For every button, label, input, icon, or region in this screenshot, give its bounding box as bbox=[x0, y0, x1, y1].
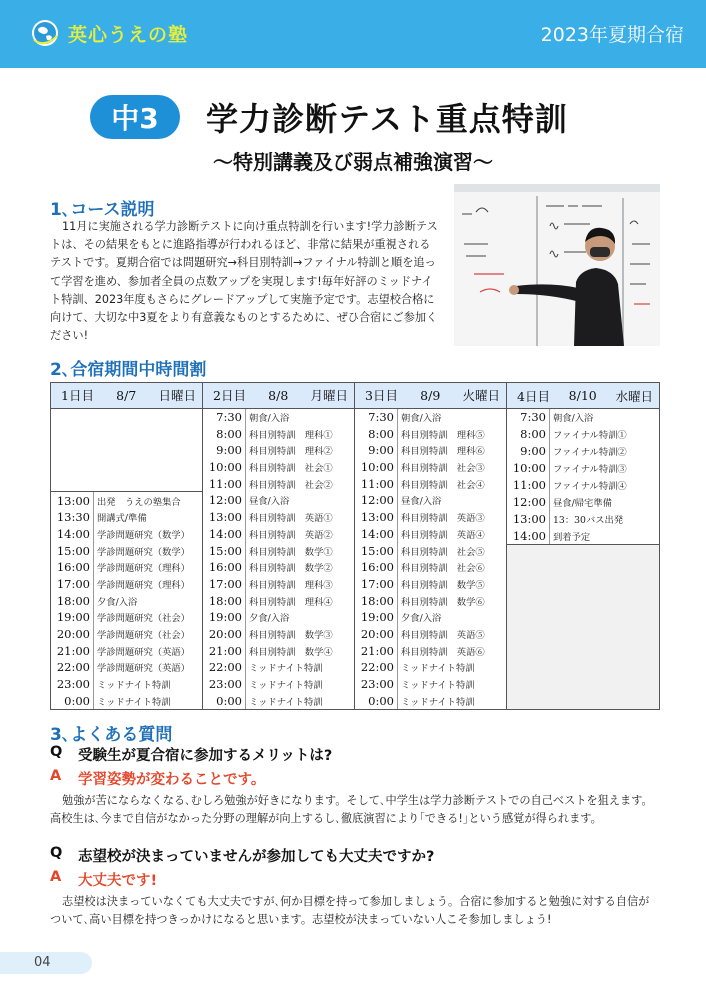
day-label: 3日目 bbox=[365, 388, 398, 404]
schedule-row bbox=[203, 592, 354, 609]
schedule-activity: 13：30バス出発 bbox=[549, 510, 623, 527]
schedule-row bbox=[507, 443, 659, 460]
schedule-activity: 科目別特訓 数学② bbox=[245, 559, 333, 576]
schedule-activity: 学診問題研究（数学） bbox=[93, 542, 190, 559]
schedule-time: 19:00 bbox=[56, 610, 90, 625]
faq-question bbox=[50, 845, 660, 866]
schedule-row bbox=[355, 492, 506, 509]
schedule-activity: 科目別特訓 英語② bbox=[245, 526, 333, 543]
schedule-activity: 学診問題研究（理科） bbox=[93, 559, 190, 576]
schedule-activity: ミッドナイト特訓 bbox=[245, 692, 323, 709]
schedule-time: 23:00 bbox=[208, 677, 242, 692]
day-column bbox=[355, 383, 507, 709]
day-weekday: 火曜日 bbox=[462, 388, 500, 404]
schedule-time: 22:00 bbox=[360, 660, 394, 675]
schedule-time: 14:00 bbox=[512, 528, 546, 543]
schedule-row bbox=[203, 692, 354, 709]
day-label: 2日目 bbox=[213, 388, 246, 404]
schedule-activity: 夕食/入浴 bbox=[245, 609, 289, 626]
day-label: 4日目 bbox=[517, 388, 550, 404]
schedule-row bbox=[203, 609, 354, 626]
logo-text: 英心うえの塾 bbox=[68, 23, 189, 46]
schedule-time: 19:00 bbox=[360, 610, 394, 625]
schedule-row bbox=[203, 425, 354, 442]
schedule-activity: 朝食/入浴 bbox=[397, 409, 441, 426]
question-text: 志望校が決まっていませんが参加しても大丈夫ですか? bbox=[78, 849, 435, 865]
schedule-time: 22:00 bbox=[208, 660, 242, 675]
day-header bbox=[51, 383, 202, 409]
schedule-time: 13:00 bbox=[208, 510, 242, 525]
schedule-time: 0:00 bbox=[368, 693, 394, 708]
schedule-activity: 朝食/入浴 bbox=[245, 409, 289, 426]
day-column bbox=[507, 383, 659, 709]
schedule-activity: ミッドナイト特訓 bbox=[245, 659, 323, 676]
schedule-row bbox=[355, 676, 506, 693]
schedule-time: 20:00 bbox=[56, 627, 90, 641]
schedule-activity: ファイナル特訓② bbox=[549, 443, 627, 460]
schedule-activity: 昼食/入浴 bbox=[245, 492, 289, 509]
schedule-time: 13:00 bbox=[360, 510, 394, 525]
schedule-time: 15:00 bbox=[208, 543, 242, 558]
day-column bbox=[51, 383, 203, 709]
schedule-time: 14:00 bbox=[56, 526, 90, 541]
schedule-activity: 科目別特訓 数学③ bbox=[245, 626, 333, 643]
schedule-row bbox=[51, 676, 202, 693]
schedule-row bbox=[203, 626, 354, 643]
day-weekday: 日曜日 bbox=[158, 388, 196, 404]
day-label: 1日目 bbox=[61, 388, 94, 404]
schedule-activity: ミッドナイト特訓 bbox=[93, 676, 171, 693]
answer-body: 勉強が苦にならなくなる､むしろ勉強が好きになります。そして､中学生は学力診断テストでの自己ベストを狙えます。高校生は､今まで自信がなかった分野の理解が向上するし､徹底演習により｢できる!｣という感覚が得られます。 bbox=[50, 794, 653, 826]
empty-afternoon-slot bbox=[507, 544, 659, 709]
schedule-row bbox=[51, 626, 202, 643]
schedule-time: 9:00 bbox=[368, 443, 394, 458]
schedule-time: 12:00 bbox=[360, 493, 394, 508]
schedule-row bbox=[355, 475, 506, 492]
schedule-activity: 科目別特訓 社会② bbox=[245, 475, 333, 492]
schedule-row bbox=[203, 442, 354, 459]
schedule-time: 21:00 bbox=[360, 643, 394, 658]
schedule-activity: 出発 うえの塾集合 bbox=[93, 492, 181, 509]
schedule-row bbox=[355, 526, 506, 543]
schedule-activity: 科目別特訓 理科⑥ bbox=[397, 442, 485, 459]
day-column bbox=[203, 383, 355, 709]
schedule-row bbox=[51, 592, 202, 609]
schedule-activity: 科目別特訓 社会⑤ bbox=[397, 542, 485, 559]
faq-question bbox=[50, 744, 660, 765]
question-mark: Q bbox=[50, 845, 63, 861]
schedule-activity: ミッドナイト特訓 bbox=[245, 676, 323, 693]
schedule-activity: 科目別特訓 英語③ bbox=[397, 509, 485, 526]
schedule-row bbox=[203, 459, 354, 476]
schedule-time: 20:00 bbox=[208, 626, 242, 641]
schedule-row bbox=[507, 493, 659, 510]
classroom-photo-illustration bbox=[454, 184, 660, 346]
schedule-row bbox=[355, 425, 506, 442]
schedule-row bbox=[51, 642, 202, 659]
day-date: 8/10 bbox=[568, 388, 597, 403]
schedule-time: 9:00 bbox=[216, 443, 242, 458]
schedule-activity: 科目別特訓 社会③ bbox=[397, 459, 485, 476]
schedule-row bbox=[355, 559, 506, 576]
schedule-activity: 朝食/入浴 bbox=[549, 409, 593, 426]
schedule-activity: 科目別特訓 数学⑥ bbox=[397, 592, 485, 609]
course-description: 11月に実施される学力診断テストに向け重点特訓を行います!学力診断テストは、その結果をもとに進路指導が行われるほど、非常に結果が重視されるテストです。夏期合宿では問題研究→科目別特訓→ファイナル特訓と順を追って学習を進め、参加者全員の点数アップを実現します!毎年好評のミッドナイト特訓、2023年度もさらにグレードアップして実施予定です。志望校合格に向けて、大切な中3夏をより有意義なものとするために、ぜひ合宿にご参加ください! bbox=[50, 220, 438, 343]
schedule-row bbox=[51, 692, 202, 709]
schedule-activity: 科目別特訓 理科① bbox=[245, 425, 333, 442]
schedule-activity: 科目別特訓 数学④ bbox=[245, 642, 333, 659]
schedule-time: 21:00 bbox=[208, 643, 242, 658]
schedule-row bbox=[355, 626, 506, 643]
schedule-time: 8:00 bbox=[368, 426, 394, 441]
page-title: 学力診断テスト重点特訓 bbox=[206, 100, 568, 138]
schedule-row bbox=[51, 659, 202, 676]
schedule-activity: 科目別特訓 社会① bbox=[245, 459, 333, 476]
schedule-row bbox=[355, 459, 506, 476]
schedule-row bbox=[51, 509, 202, 526]
answer-mark: A bbox=[50, 768, 62, 784]
schedule-time: 11:00 bbox=[512, 478, 546, 492]
schedule-time: 13:00 bbox=[56, 493, 90, 508]
day-header bbox=[507, 383, 659, 409]
schedule-activity: 科目別特訓 英語⑤ bbox=[397, 626, 485, 643]
schedule-activity: ファイナル特訓① bbox=[549, 426, 627, 443]
schedule-row bbox=[203, 526, 354, 543]
classroom-photo bbox=[454, 184, 660, 346]
faq-answer bbox=[50, 768, 660, 789]
schedule-row bbox=[203, 559, 354, 576]
schedule-row bbox=[355, 542, 506, 559]
schedule-time: 10:00 bbox=[360, 460, 394, 475]
schedule-row bbox=[507, 477, 659, 494]
schedule-time: 0:00 bbox=[216, 693, 242, 708]
schedule-time: 10:00 bbox=[512, 461, 546, 476]
schedule-activity: 科目別特訓 理科③ bbox=[245, 576, 333, 593]
timetable bbox=[50, 382, 660, 710]
schedule-time: 16:00 bbox=[208, 560, 242, 575]
schedule-time: 20:00 bbox=[360, 626, 394, 641]
schedule-row bbox=[203, 576, 354, 593]
schedule-row bbox=[507, 460, 659, 477]
day-header bbox=[203, 383, 354, 409]
answer-mark: A bbox=[50, 869, 62, 885]
schedule-time: 13:00 bbox=[512, 511, 546, 526]
schedule-row bbox=[355, 576, 506, 593]
schedule-activity: 科目別特訓 数学① bbox=[245, 542, 333, 559]
schedule-activity: 昼食/帰宅準備 bbox=[549, 493, 612, 510]
question-text: 受験生が夏合宿に参加するメリットは? bbox=[78, 748, 333, 764]
schedule-activity: ミッドナイト特訓 bbox=[93, 692, 171, 709]
schedule-time: 18:00 bbox=[360, 593, 394, 608]
schedule-time: 8:00 bbox=[520, 427, 546, 442]
schedule-activity: ミッドナイト特訓 bbox=[397, 659, 475, 676]
question-mark: Q bbox=[50, 744, 63, 760]
schedule-time: 8:00 bbox=[216, 426, 242, 441]
schedule-row bbox=[355, 509, 506, 526]
schedule-row bbox=[507, 426, 659, 443]
schedule-row bbox=[355, 659, 506, 676]
logo bbox=[30, 16, 188, 50]
schedule-row bbox=[355, 442, 506, 459]
schedule-activity: ミッドナイト特訓 bbox=[397, 692, 475, 709]
schedule-time: 17:00 bbox=[360, 576, 394, 591]
schedule-time: 18:00 bbox=[208, 593, 242, 608]
day-date: 8/8 bbox=[268, 387, 289, 403]
schedule-time: 16:00 bbox=[360, 560, 394, 575]
schedule-activity: 夕食/入浴 bbox=[397, 609, 441, 626]
schedule-row bbox=[51, 559, 202, 576]
schedule-time: 9:00 bbox=[520, 444, 546, 459]
schedule-time: 17:00 bbox=[56, 576, 90, 591]
schedule-activity: ファイナル特訓④ bbox=[549, 477, 627, 494]
answer-text: 大丈夫です! bbox=[78, 873, 158, 889]
schedule-time: 13:30 bbox=[56, 510, 90, 525]
answer-body: 志望校は決まっていなくても大丈夫ですが､何か目標を持って参加しましょう。合宿に参加すると勉強に対する自信がついて､高い目標を持つきっかけになると思います。志望校が決まっていない人こそ参加しましょう! bbox=[50, 895, 650, 927]
schedule-time: 21:00 bbox=[56, 643, 90, 658]
section-heading-timetable: 2､合宿期間中時間割 bbox=[50, 360, 207, 380]
schedule-time: 7:30 bbox=[368, 410, 394, 425]
schedule-row bbox=[203, 409, 354, 426]
schedule-time: 15:00 bbox=[360, 543, 394, 558]
schedule-time: 14:00 bbox=[360, 526, 394, 541]
section-heading-course: 1､コース説明 bbox=[50, 200, 155, 220]
schedule-row bbox=[51, 542, 202, 559]
schedule-time: 16:00 bbox=[56, 560, 90, 575]
schedule-row bbox=[51, 492, 202, 509]
schedule-time: 14:00 bbox=[208, 526, 242, 541]
schedule-time: 19:00 bbox=[208, 610, 242, 625]
day-date: 8/9 bbox=[420, 387, 441, 403]
header-bar bbox=[0, 0, 706, 68]
schedule-time: 15:00 bbox=[56, 543, 90, 558]
schedule-row bbox=[355, 609, 506, 626]
schedule-row bbox=[203, 475, 354, 492]
schedule-row bbox=[203, 659, 354, 676]
schedule-activity: 科目別特訓 理科② bbox=[245, 442, 333, 459]
schedule-activity: 学診問題研究（社会） bbox=[93, 609, 190, 626]
day-weekday: 水曜日 bbox=[615, 388, 653, 404]
schedule-row bbox=[507, 409, 659, 426]
page-number: 04 bbox=[0, 952, 92, 974]
schedule-activity: 学診問題研究（数学） bbox=[93, 526, 190, 543]
faq-item bbox=[50, 744, 660, 828]
schedule-time: 17:00 bbox=[208, 576, 242, 591]
schedule-activity: 科目別特訓 理科⑤ bbox=[397, 425, 485, 442]
schedule-row bbox=[51, 526, 202, 543]
schedule-time: 11:00 bbox=[208, 476, 242, 491]
schedule-row bbox=[507, 510, 659, 527]
schedule-activity: 科目別特訓 数学⑤ bbox=[397, 576, 485, 593]
section-heading-faq: 3､よくある質問 bbox=[50, 725, 173, 745]
schedule-activity: 科目別特訓 社会④ bbox=[397, 475, 485, 492]
schedule-activity: 学診問題研究（理科） bbox=[93, 576, 190, 593]
schedule-activity: 科目別特訓 英語① bbox=[245, 509, 333, 526]
schedule-row bbox=[355, 592, 506, 609]
schedule-activity: 夕食/入浴 bbox=[93, 592, 137, 609]
answer-text: 学習姿勢が変わることです。 bbox=[78, 772, 266, 788]
schedule-time: 7:30 bbox=[216, 410, 242, 425]
day-date: 8/7 bbox=[116, 387, 137, 403]
schedule-time: 18:00 bbox=[56, 593, 90, 608]
schedule-row bbox=[51, 609, 202, 626]
schedule-row bbox=[507, 527, 659, 544]
schedule-activity: 昼食/入浴 bbox=[397, 492, 441, 509]
schedule-activity: 学診問題研究（英語） bbox=[93, 659, 190, 676]
schedule-activity: ファイナル特訓③ bbox=[549, 460, 627, 477]
schedule-time: 12:00 bbox=[512, 494, 546, 509]
schedule-row bbox=[355, 409, 506, 426]
schedule-activity: ミッドナイト特訓 bbox=[397, 676, 475, 693]
schedule-row bbox=[203, 492, 354, 509]
schedule-row bbox=[51, 576, 202, 593]
schedule-time: 10:00 bbox=[208, 460, 242, 475]
schedule-time: 23:00 bbox=[360, 677, 394, 692]
schedule-time: 22:00 bbox=[56, 660, 90, 675]
schedule-time: 7:30 bbox=[520, 410, 546, 425]
faq-answer bbox=[50, 869, 660, 890]
schedule-time: 23:00 bbox=[56, 677, 90, 692]
grade-badge: 中3 bbox=[90, 95, 180, 139]
schedule-activity: 開講式/準備 bbox=[93, 509, 147, 526]
schedule-activity: 科目別特訓 英語⑥ bbox=[397, 642, 485, 659]
page-subtitle: 〜特別講義及び弱点補強演習〜 bbox=[213, 150, 493, 174]
schedule-row bbox=[203, 642, 354, 659]
schedule-time: 12:00 bbox=[208, 493, 242, 508]
schedule-activity: 科目別特訓 社会⑥ bbox=[397, 559, 485, 576]
schedule-activity: 科目別特訓 英語④ bbox=[397, 526, 485, 543]
day-weekday: 月曜日 bbox=[310, 388, 348, 404]
header-title: 2023年夏期合宿 bbox=[540, 24, 684, 46]
schedule-activity: 学診問題研究（社会） bbox=[93, 626, 190, 643]
schedule-time: 11:00 bbox=[360, 476, 394, 491]
schedule-row bbox=[203, 542, 354, 559]
schedule-row bbox=[355, 642, 506, 659]
schedule-time: 0:00 bbox=[64, 693, 90, 708]
globe-logo-icon bbox=[30, 18, 60, 48]
schedule-activity: 到着予定 bbox=[549, 527, 590, 544]
title-row bbox=[90, 92, 650, 142]
day-header bbox=[355, 383, 506, 409]
schedule-activity: 学診問題研究（英語） bbox=[93, 642, 190, 659]
schedule-row bbox=[203, 676, 354, 693]
empty-morning-slot bbox=[51, 409, 202, 492]
schedule-row bbox=[355, 692, 506, 709]
schedule-row bbox=[203, 509, 354, 526]
schedule-activity: 科目別特訓 理科④ bbox=[245, 592, 333, 609]
faq-item bbox=[50, 845, 660, 929]
